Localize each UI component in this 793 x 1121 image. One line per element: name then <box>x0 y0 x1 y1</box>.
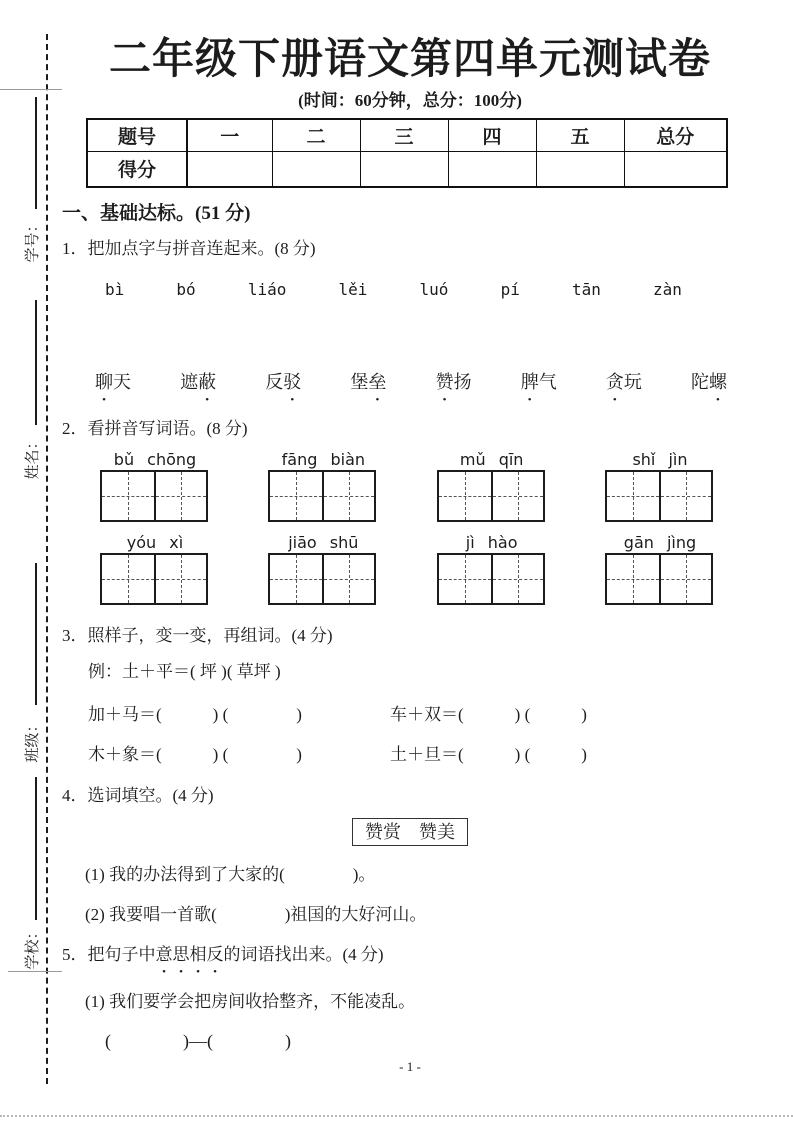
writing-block <box>268 450 378 522</box>
combine-item: 加＋马＝( ) ( ) <box>88 705 302 724</box>
dotted-char: 贪 <box>605 372 624 392</box>
question-3-row-2 <box>88 744 760 766</box>
tian-grid <box>268 470 376 522</box>
pinyin-label: gān jìng <box>623 533 697 552</box>
tian-cell <box>102 472 154 520</box>
score-cell <box>360 151 448 187</box>
header-part-2: 二 <box>272 119 360 151</box>
score-cell <box>187 151 272 187</box>
school-write-line <box>35 777 37 920</box>
score-cell <box>624 151 727 187</box>
pinyin-label: mǔ qīn <box>459 450 524 469</box>
question-1-title: 1．把加点字与拼音连起来。(8 分) <box>62 239 316 258</box>
fold-mark-top <box>0 89 62 90</box>
tian-cell <box>491 555 543 603</box>
dotted-char: 螺 <box>708 372 727 392</box>
word-item: 脾气 <box>520 372 557 392</box>
page-number: - 1 - <box>399 1059 421 1074</box>
pinyin-item: bó <box>176 280 196 299</box>
pinyin-item: luó <box>419 280 449 299</box>
pinyin-item: bì <box>105 280 125 299</box>
word-item: 反驳 <box>265 372 302 392</box>
tian-cell <box>659 555 711 603</box>
seal-dashed-line <box>46 34 48 1084</box>
name-label: 姓名： <box>25 434 41 480</box>
tian-grid <box>605 553 713 605</box>
writing-block <box>437 533 547 605</box>
question-5-item-1: (1) 我们要学会把房间收拾整齐，不能凌乱。 <box>85 992 416 1011</box>
question-5-answer-line: ( )—( ) <box>105 1031 291 1051</box>
question-4-item-2: (2) 我要唱一首歌( )祖国的大好河山。 <box>85 905 427 924</box>
dotted-char: 赞 <box>435 372 454 392</box>
question-5-title: 5．把句子中意思相反的词语找出来。(4 分) <box>62 945 384 964</box>
tian-grid <box>605 470 713 522</box>
score-row-label: 得分 <box>87 151 187 187</box>
paper-title: 二年级下册语文第四单元测试卷 <box>108 37 711 83</box>
pinyin-item: tān <box>571 280 601 299</box>
dotted-char: 蔽 <box>198 372 217 392</box>
score-table <box>86 118 728 188</box>
pinyin-item: liáo <box>247 280 287 299</box>
word-item: 堡垒 <box>350 372 387 392</box>
pinyin-item: pí <box>500 280 520 299</box>
writing-block <box>605 533 715 605</box>
tian-cell <box>270 555 322 603</box>
writing-block <box>268 533 378 605</box>
dotted-char: 脾 <box>520 372 539 392</box>
tian-grid <box>437 553 545 605</box>
question-3-row-1 <box>88 704 760 726</box>
tian-cell <box>154 472 206 520</box>
name-write-line <box>35 300 37 425</box>
word-item: 赞扬 <box>435 372 472 392</box>
tian-grid <box>437 470 545 522</box>
pinyin-item: zàn <box>653 280 682 299</box>
score-cell <box>272 151 360 187</box>
question-4-title: 4．选词填空。(4 分) <box>62 786 214 805</box>
question-3-title: 3．照样子，变一变，再组词。(4 分) <box>62 626 333 645</box>
question-4-item-1: (1) 我的办法得到了大家的( )。 <box>85 865 376 884</box>
question-3-example: 例：土＋平＝( 坪 )( 草坪 ) <box>88 662 281 681</box>
combine-item: 土＋旦＝( ) ( ) <box>390 745 587 764</box>
tian-cell <box>607 555 659 603</box>
word-bank-box: 赞赏 赞美 <box>352 818 468 846</box>
student-id-label: 学号： <box>25 217 41 263</box>
tian-cell <box>322 472 374 520</box>
pinyin-label: jì hào <box>465 533 518 552</box>
score-cell <box>536 151 624 187</box>
header-question-no: 题号 <box>87 119 187 151</box>
section-1-heading: 一、基础达标。(51 分) <box>62 203 251 224</box>
header-part-5: 五 <box>536 119 624 151</box>
dotted-char: 相 <box>189 945 207 964</box>
question-2-title: 2．看拼音写词语。(8 分) <box>62 419 248 438</box>
tian-grid <box>268 553 376 605</box>
word-item: 贪玩 <box>605 372 642 392</box>
dotted-char: 反 <box>206 945 224 964</box>
writing-block <box>100 533 210 605</box>
word-item: 遮蔽 <box>180 372 217 392</box>
paper-content <box>60 0 760 1075</box>
dotted-char: 思 <box>172 945 190 964</box>
next-page-edge <box>0 1115 793 1117</box>
writing-block <box>605 450 715 522</box>
dotted-char: 聊 <box>95 372 113 392</box>
pinyin-label: jiāo shū <box>288 533 359 552</box>
pinyin-label: fāng biàn <box>281 450 366 469</box>
header-part-1: 一 <box>187 119 272 151</box>
score-table-score-row <box>87 151 727 187</box>
question-1-words-row <box>95 370 727 394</box>
question-2-row-2 <box>100 533 715 605</box>
header-total: 总分 <box>624 119 727 151</box>
dotted-char: 驳 <box>283 372 302 392</box>
header-part-4: 四 <box>448 119 536 151</box>
tian-cell <box>270 472 322 520</box>
score-cell <box>448 151 536 187</box>
writing-block <box>100 450 210 522</box>
dotted-char: 意 <box>155 945 173 964</box>
combine-item: 车＋双＝( ) ( ) <box>390 705 587 724</box>
question-2-row-1 <box>100 450 715 522</box>
tian-grid <box>100 553 208 605</box>
tian-cell <box>659 472 711 520</box>
score-table-header-row <box>87 119 727 151</box>
pinyin-label: yóu xì <box>126 533 184 552</box>
tian-cell <box>154 555 206 603</box>
class-write-line <box>35 563 37 705</box>
paper-subtitle: (时间：60分钟，总分：100分) <box>298 91 522 110</box>
writing-block <box>437 450 547 522</box>
pinyin-label: bǔ chōng <box>113 450 197 469</box>
combine-item: 木＋象＝( ) ( ) <box>88 745 302 764</box>
class-label: 班级： <box>25 717 41 763</box>
student-id-write-line <box>35 97 37 209</box>
tian-cell <box>607 472 659 520</box>
tian-cell <box>491 472 543 520</box>
word-item: 陀螺 <box>690 372 727 392</box>
word-item: 聊天 <box>95 372 131 392</box>
school-label: 学校： <box>25 924 41 970</box>
dotted-char: 垒 <box>368 372 387 392</box>
pinyin-label: shǐ jìn <box>632 450 688 469</box>
pinyin-item: lěi <box>338 280 368 299</box>
tian-cell <box>439 472 491 520</box>
tian-grid <box>100 470 208 522</box>
tian-cell <box>322 555 374 603</box>
question-1-pinyin-row <box>105 280 682 300</box>
header-part-3: 三 <box>360 119 448 151</box>
tian-cell <box>102 555 154 603</box>
tian-cell <box>439 555 491 603</box>
